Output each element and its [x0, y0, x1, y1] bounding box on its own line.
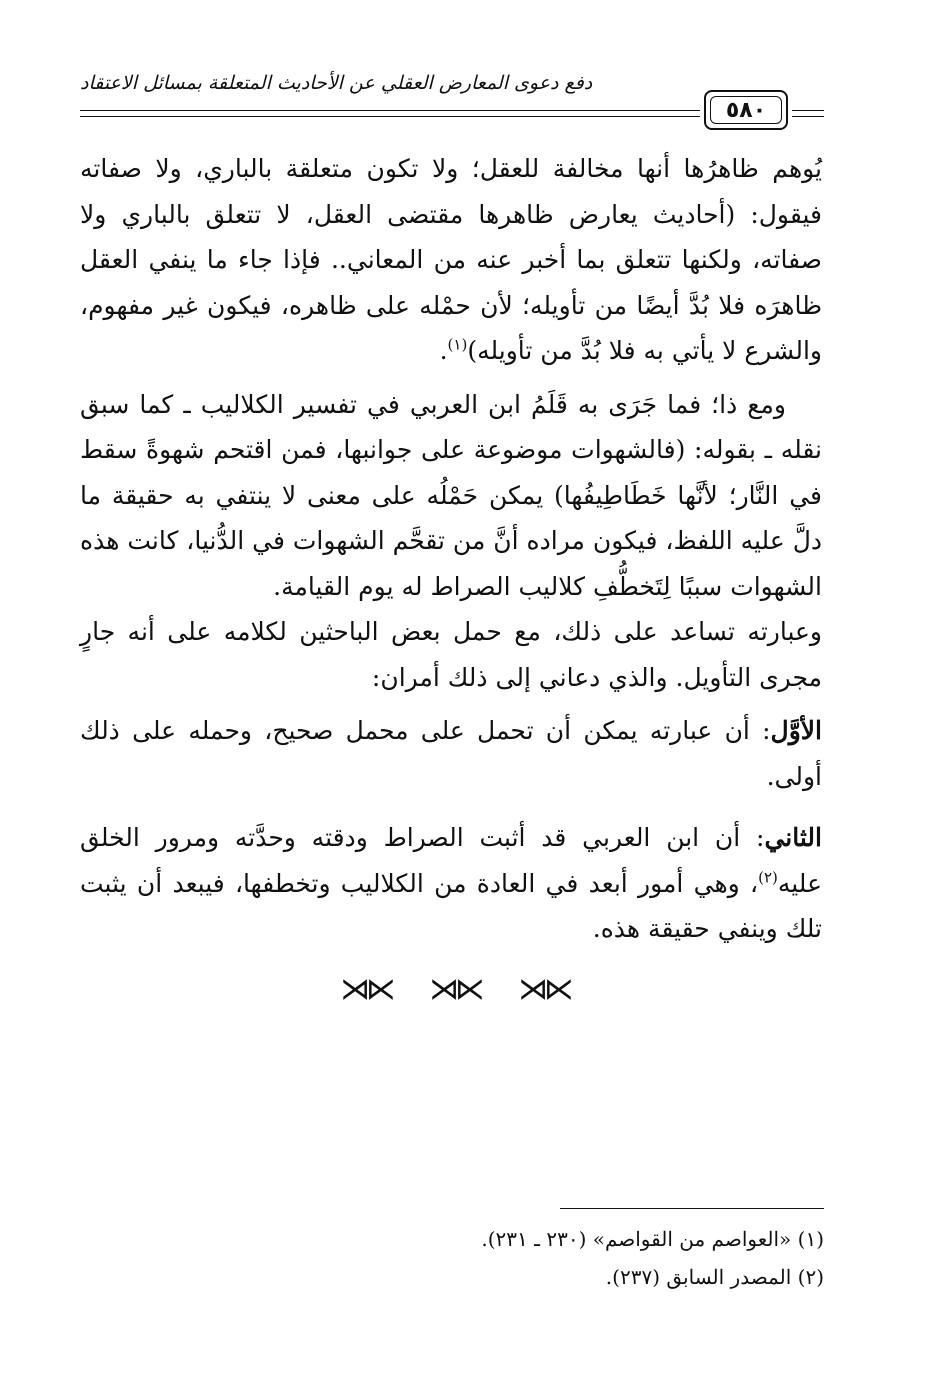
paragraph-1-end: .: [439, 336, 448, 365]
main-text: [80, 146, 822, 952]
header-rule-right: [792, 116, 824, 117]
page-number-box: [704, 90, 788, 130]
ornament-glyph: ⋊⋉: [340, 972, 392, 1007]
paragraph-1: [80, 146, 822, 374]
footnote-2: (٢) المصدر السابق (٢٣٧).: [605, 1265, 824, 1289]
footnote-separator: [560, 1208, 824, 1209]
point-first: [80, 708, 822, 799]
footnotes: [300, 1220, 824, 1296]
header-rule-right: [792, 110, 824, 111]
footnote-ref-1: (١): [447, 335, 468, 354]
point-second-text-b: ، وهي أمور أبعد في العادة من الكلاليب وتخطفها، فيبعد أن يثبت تلك وينفي حقيقة هذه.: [80, 868, 822, 943]
section-ornament: [340, 972, 570, 1007]
point-second: [80, 815, 822, 952]
point-second-label: الثاني: [764, 823, 822, 852]
point-first-label: الأوَّل: [770, 716, 822, 745]
header-rule: [80, 110, 700, 111]
footnote-ref-2: (٢): [758, 868, 778, 887]
page-header: [80, 64, 824, 124]
paragraph-1-text: يُوهم ظاهرُها أنها مخالفة للعقل؛ ولا تكون متعلقة بالباري، ولا صفاته فيقول: (أحاديث يعارض ظاهرها مقتضى العقل، لا تتعلق بالباري ولا صفاته، ولكنها تتعلق بما أخبر عنه من المعاني.. فإذا جاء ما ينفي العقل ظاهرَه فلا بُدَّ أيضًا من تأويله؛ لأن حمْله على ظاهره، فيكون غير مفهوم، والشرع لا يأتي به فلا بُدَّ من تأويله): [80, 154, 822, 365]
point-first-text: : أن عبارته يمكن أن تحمل على محمل صحيح، وحمله على ذلك أولى.: [80, 716, 822, 791]
paragraph-2: ومع ذا؛ فما جَرَى به قَلَمُ ابن العربي في تفسير الكلاليب ـ كما سبق نقله ـ بقوله: (فالشهوات موضوعة على جوانبها، فمن اقتحم شهوةً سقط في النَّار؛ لأنَّها خَطَاطِيفُها) يمكن حَمْلُه على معنى لا ينتفي به حقيقة ما دلَّ عليه اللفظ، فيكون مراده أنَّ من تقحَّم الشهوات في الدُّنيا، كانت هذه الشهوات سببًا لِتَخطُّفِ كلاليب الصراط له يوم القيامة.: [79, 389, 822, 601]
point-second-text-a: : أن ابن العربي قد أثبت الصراط ودقته وحدَّته ومرور الخلق عليه: [80, 823, 822, 898]
page-number: ٥٨٠: [710, 96, 782, 124]
paragraph-3: وعبارته تساعد على ذلك، مع حمل بعض الباحثين لكلامه على أنه جارٍ مجرى التأويل. والذي دعاني إلى ذلك أمران:: [80, 617, 822, 692]
ornament-glyph: ⋊⋉: [518, 972, 570, 1007]
running-title: دفع دعوى المعارض العقلي عن الأحاديث المتعلقة بمسائل الاعتقاد: [80, 72, 593, 94]
ornament-glyph: ⋊⋉: [429, 972, 481, 1007]
footnote-1: (١) «العواصم من القواصم» (٢٣٠ ـ ٢٣١).: [481, 1227, 824, 1251]
header-rule: [80, 116, 700, 117]
